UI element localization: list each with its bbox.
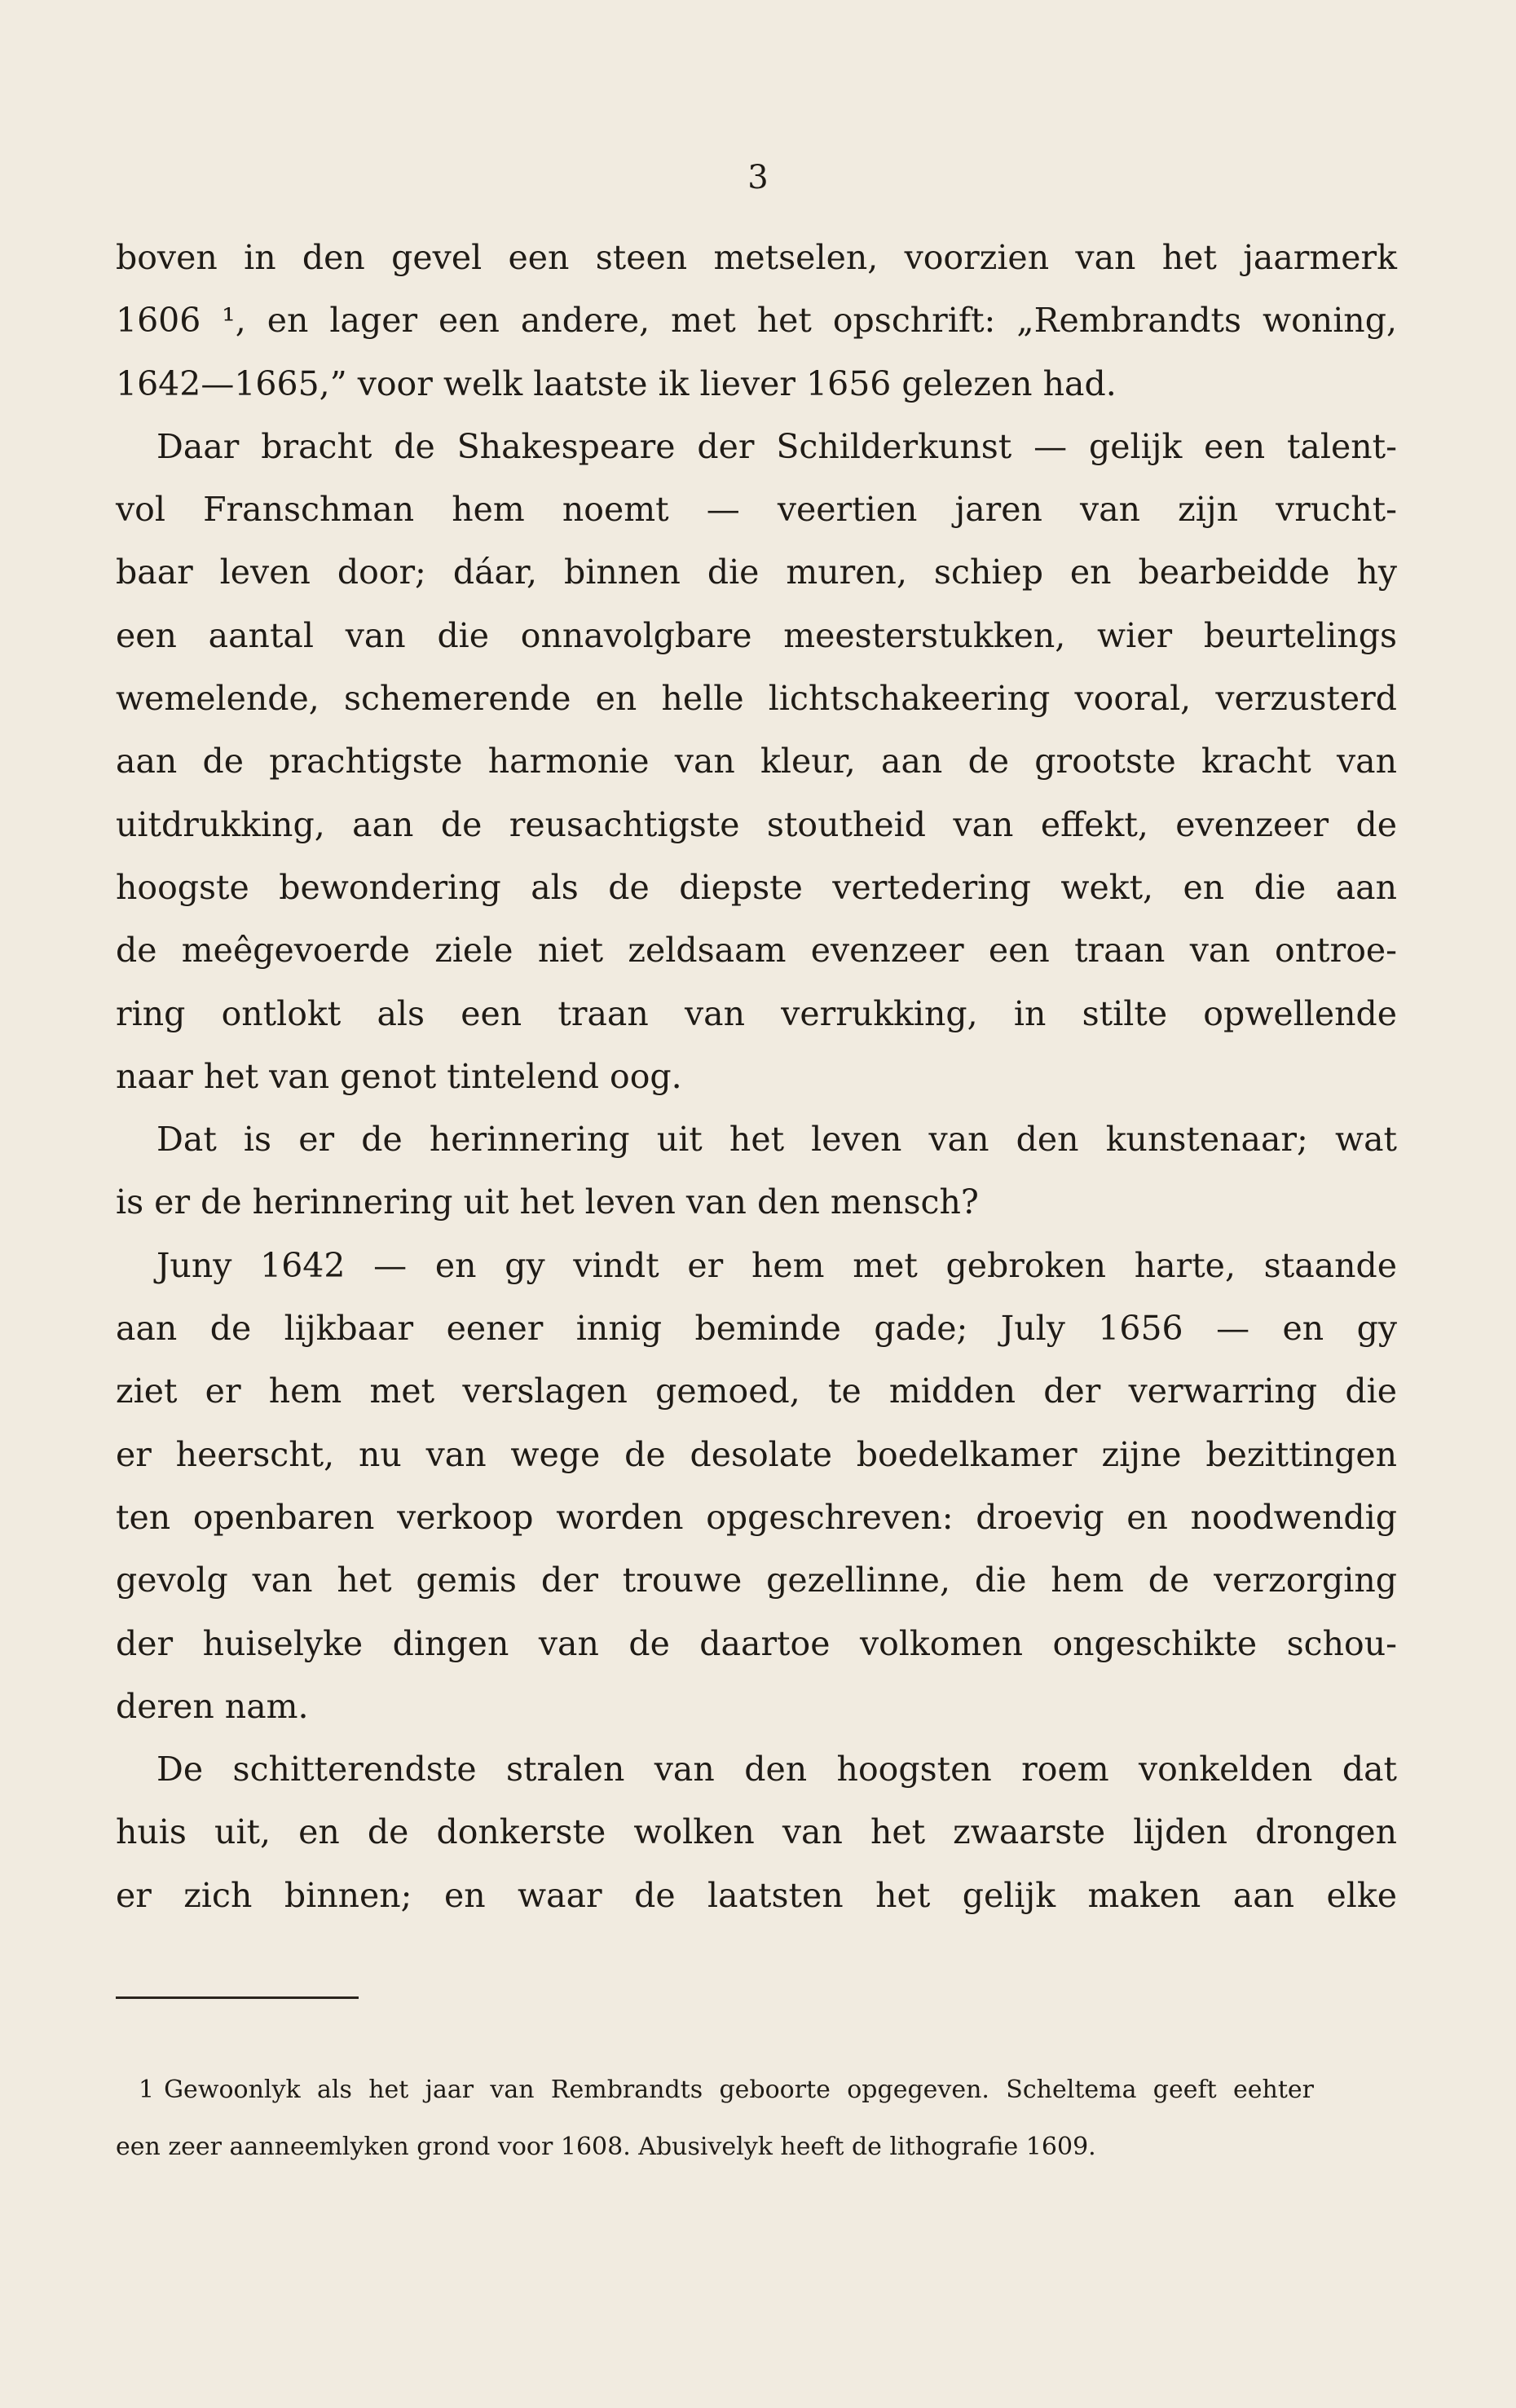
text-line: is er de herinnering uit het leven van den mensch? [116, 1182, 979, 1222]
footnotes [116, 2070, 1314, 2184]
text-line: wemelende, schemerende en helle lichtschakeering vooral, verzusterd [116, 679, 1397, 719]
text-line: de meêgevoerde ziele niet zeldsaam evenzeer een traan van ontroe- [116, 931, 1397, 971]
text-line: Dat is er de herinnering uit het leven van den kunstenaar; wat [156, 1120, 1397, 1160]
text-line: hoogste bewondering als de diepste vertedering wekt, en die aan [116, 867, 1397, 907]
text-line: De schitterendste stralen van den hoogsten roem vonkelden dat [156, 1750, 1397, 1789]
text-line: Juny 1642 — en gy vindt er hem met gebroken harte, staande [156, 1245, 1397, 1285]
text-line: er zich binnen; en waar de laatsten het gelijk maken aan elke [116, 1875, 1397, 1915]
text-line: uitdrukking, aan de reusachtigste stoutheid van effekt, evenzeer de [116, 804, 1397, 844]
text-line: 1642—1665,” voor welk laatste ik liever 1656 gelezen had. [116, 363, 1117, 403]
footnote-rule [116, 1996, 359, 1999]
text-line: der huiselyke dingen van de daartoe volkomen ongeschikte schou- [116, 1623, 1397, 1663]
text-line: deren nam. [116, 1686, 309, 1726]
page-number: 3 [747, 159, 769, 196]
text-line: naar het van genot tintelend oog. [116, 1056, 682, 1096]
text-line: vol Franschman hem noemt — veertien jaren van zijn vrucht- [116, 490, 1397, 530]
text-line: aan de prachtigste harmonie van kleur, aan de grootste kracht van [116, 742, 1397, 781]
text-line: aan de lijkbaar eener innig beminde gade; July 1656 — en gy [116, 1309, 1397, 1349]
text-line: 1606 ¹, en lager een andere, met het opschrift: „Rembrandts woning, [116, 301, 1397, 341]
body-text [116, 233, 1397, 1934]
footnote-line: een zeer aanneemlyken grond voor 1608. Abusivelyk heeft de lithografie 1609. [116, 2133, 1096, 2161]
text-line: Daar bracht de Shakespeare der Schilderkunst — gelijk een talent- [156, 426, 1397, 466]
text-line: boven in den gevel een steen metselen, voorzien van het jaarmerk [116, 238, 1397, 277]
text-line: ziet er hem met verslagen gemoed, te midden der verwarring die [116, 1371, 1397, 1411]
footnote-text: Gewoonlyk als het jaar van Rembrandts geboorte opgegeven. Scheltema geeft eehter [164, 2076, 1314, 2104]
text-line: er heerscht, nu van wege de desolate boedelkamer zijne bezittingen [116, 1434, 1397, 1474]
text-line: ring ontlokt als een traan van verrukking, in stilte opwellende [116, 993, 1397, 1033]
text-line: baar leven door; dáar, binnen die muren, schiep en bearbeidde hy [116, 552, 1397, 592]
text-line: een aantal van die onnavolgbare meesterstukken, wier beurtelings [116, 615, 1397, 655]
footnote-marker: 1 [139, 2076, 155, 2104]
text-line: huis uit, en de donkerste wolken van het zwaarste lijden drongen [116, 1812, 1397, 1852]
text-line: gevolg van het gemis der trouwe gezellinne, die hem de verzorging [116, 1561, 1397, 1600]
footnote-line [116, 2070, 1314, 2127]
text-line: ten openbaren verkoop worden opgeschreven: droevig en noodwendig [116, 1497, 1397, 1537]
